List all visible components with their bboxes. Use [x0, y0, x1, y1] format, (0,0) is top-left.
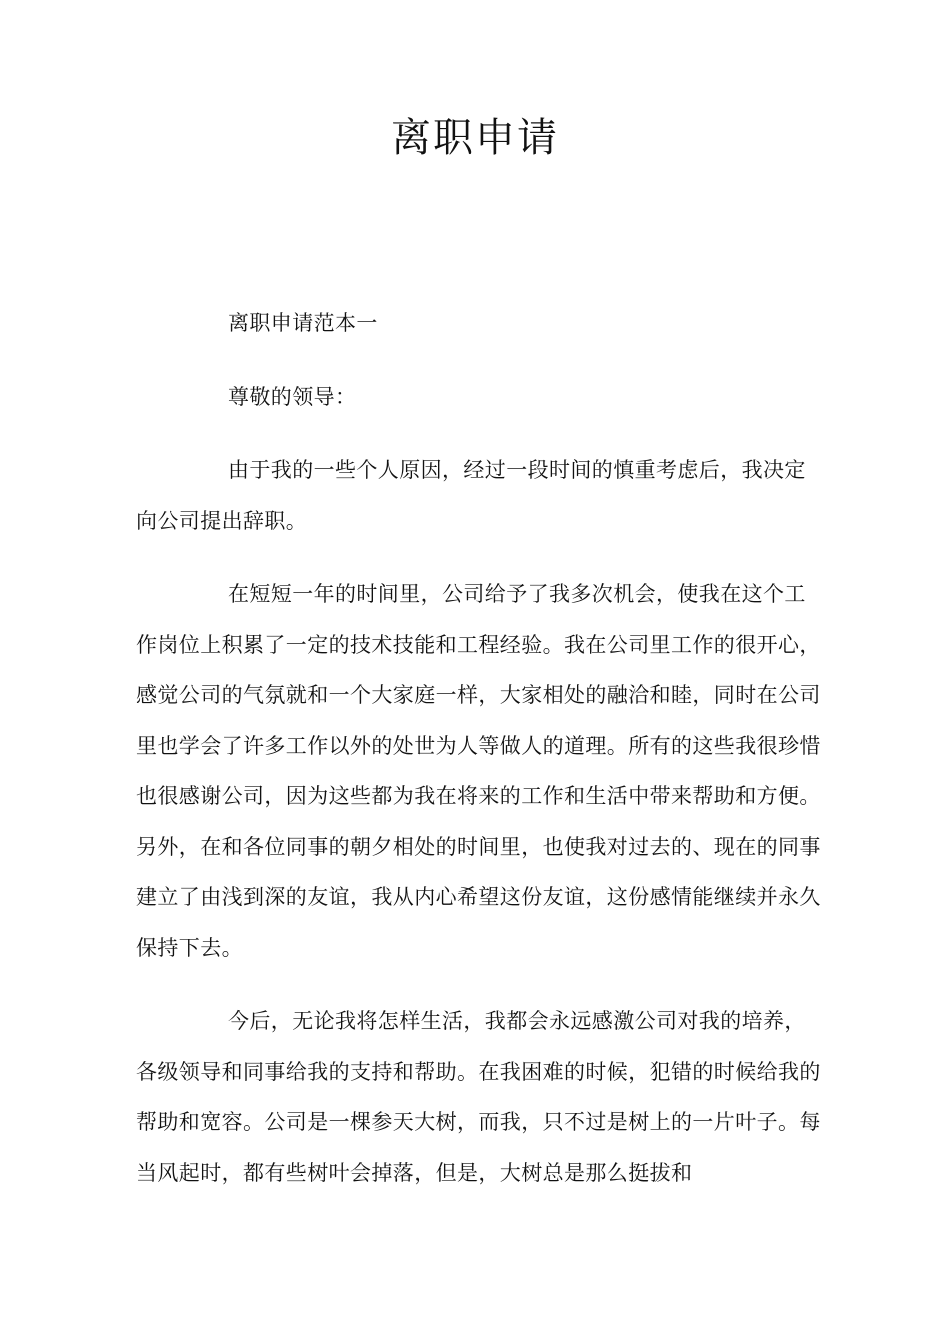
- paragraph-future: 今后，无论我将怎样生活，我都会永远感激公司对我的培养，各级领导和同事给我的支持和帮助。在我困难的时候，犯错的时候给我的帮助和宽容。公司是一棵参天大树，而我，只不过是树上的一片叶子。每当风起时，都有些树叶会掉落，但是，大树总是那么挺拔和: [136, 1009, 821, 1185]
- paragraph-gratitude: 在短短一年的时间里，公司给予了我多次机会，使我在这个工作岗位上积累了一定的技术技能和工程经验。我在公司里工作的很开心，感觉公司的气氛就和一个大家庭一样，大家相处的融洽和睦，同时在公司里也学会了许多工作以外的处世为人等做人的道理。所有的这些我很珍惜也很感谢公司，因为这些都为我在将来的工作和生活中带来帮助和方便。另外，在和各位同事的朝夕相处的时间里，也使我对过去的、现在的同事建立了由浅到深的友谊，我从内心希望这份友谊，这份感情能继续并永久保持下去。: [136, 582, 821, 960]
- document-title: 离职申请: [391, 115, 559, 161]
- salutation: 尊敬的领导：: [228, 384, 357, 409]
- sample-heading: 离职申请范本一: [228, 311, 378, 335]
- document-body: [136, 298, 826, 1198]
- paragraph-reason: 由于我的一些个人原因，经过一段时间的慎重考虑后，我决定向公司提出辞职。: [136, 458, 806, 533]
